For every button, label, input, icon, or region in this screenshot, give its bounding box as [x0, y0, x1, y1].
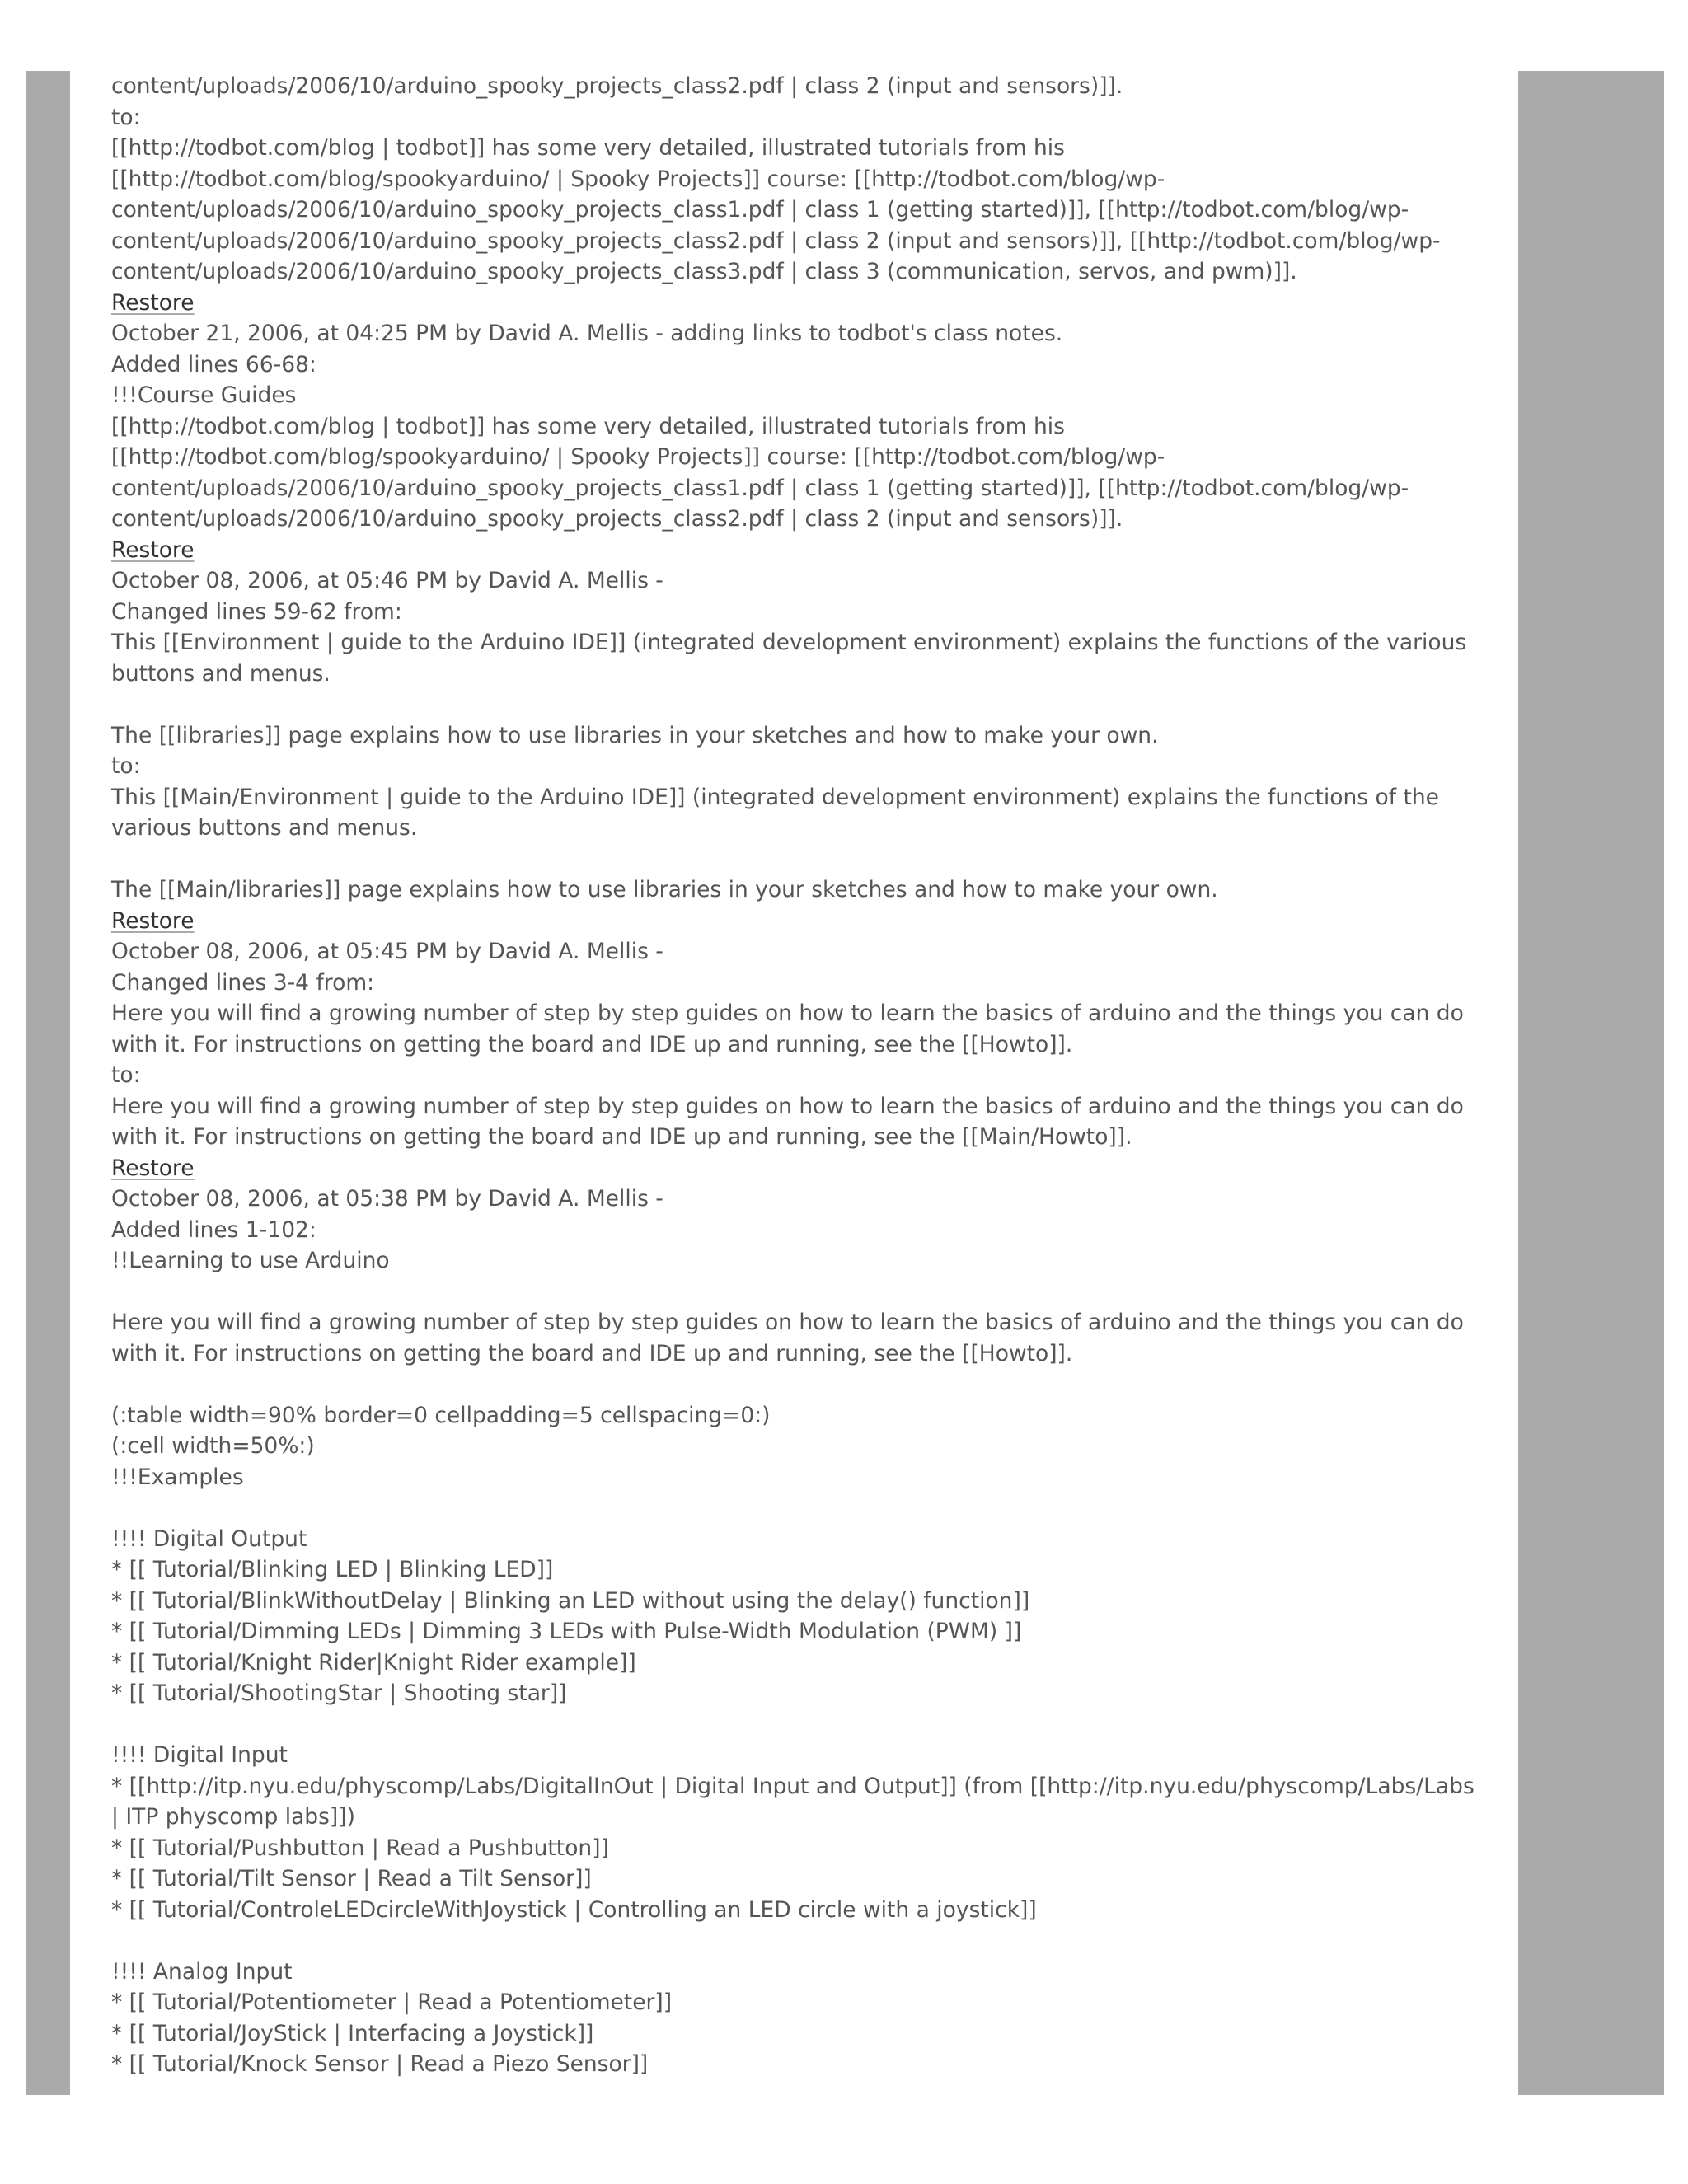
restore-line — [111, 288, 1488, 319]
text-line: * [[ Tutorial/Pushbutton | Read a Pushbutton]] — [111, 1835, 609, 1861]
restore-link[interactable]: Restore — [111, 907, 195, 934]
page-history-content — [111, 71, 1488, 2080]
text-line: content/uploads/2006/10/arduino_spooky_projects_class2.pdf | class 2 (input and sensors)]]. — [111, 506, 1123, 532]
text-line: content/uploads/2006/10/arduino_spooky_projects_class1.pdf | class 1 (getting started)]], [[http://todbot.com/blog/wp- — [111, 475, 1409, 501]
text-line: content/uploads/2006/10/arduino_spooky_projects_class3.pdf | class 3 (communication, servos, and pwm)]]. — [111, 259, 1297, 284]
text-line: October 21, 2006, at 04:25 PM by David A. Mellis - adding links to todbot's class notes. — [111, 321, 1063, 346]
text-line: * [[ Tutorial/BlinkWithoutDelay | Blinking an LED without using the delay() function]] — [111, 1587, 1030, 1614]
restore-line — [111, 1153, 1488, 1184]
text-line: to: — [111, 104, 141, 130]
text-line: !!!Examples — [111, 1464, 244, 1490]
text-line: [[http://todbot.com/blog | todbot]] has some very detailed, illustrated tutorials from his — [111, 413, 1065, 439]
text-line: with it. For instructions on getting the board and IDE up and running, see the [[Howto]]. — [111, 1340, 1073, 1366]
text-line: The [[libraries]] page explains how to use libraries in your sketches and how to make your own. — [111, 722, 1159, 748]
text-line: Changed lines 59-62 from: — [111, 598, 402, 625]
restore-link[interactable]: Restore — [111, 537, 195, 563]
text-line: * [[ Tutorial/Knock Sensor | Read a Piezo Sensor]] — [111, 2051, 649, 2077]
text-line: October 08, 2006, at 05:46 PM by David A. Mellis - — [111, 568, 663, 593]
blank-line — [111, 844, 1488, 875]
text-line: | ITP physcomp labs]]) — [111, 1804, 355, 1830]
text-line: * [[ Tutorial/Potentiometer | Read a Potentiometer]] — [111, 1990, 673, 2015]
text-line: The [[Main/libraries]] page explains how to use libraries in your sketches and how to make your own. — [111, 877, 1218, 902]
blank-line — [111, 1709, 1488, 1741]
text-line: content/uploads/2006/10/arduino_spooky_projects_class2.pdf | class 2 (input and sensors)]], [[http://todbot.com/blog/wp- — [111, 227, 1441, 254]
text-line: * [[ Tutorial/ShootingStar | Shooting star]] — [111, 1680, 567, 1706]
text-line: Here you will find a growing number of step by step guides on how to learn the basics of arduino and the things you can do — [111, 1310, 1464, 1335]
text-line: buttons and menus. — [111, 660, 331, 687]
text-line: * [[ Tutorial/Blinking LED | Blinking LED]] — [111, 1557, 554, 1582]
text-line: [[http://todbot.com/blog/spookyarduino/ | Spooky Projects]] course: [[http://todbot.com/blog/wp- — [111, 444, 1165, 470]
text-line: * [[ Tutorial/ControleLEDcircleWithJoystick | Controlling an LED circle with a joystick]] — [111, 1896, 1037, 1923]
text-line: (:cell width=50%:) — [111, 1433, 315, 1459]
text-line: (:table width=90% border=0 cellpadding=5 cellspacing=0:) — [111, 1402, 771, 1428]
text-line: [[http://todbot.com/blog/spookyarduino/ | Spooky Projects]] course: [[http://todbot.com/blog/wp- — [111, 166, 1165, 192]
blank-line — [111, 1369, 1488, 1400]
blank-line — [111, 689, 1488, 720]
text-line: * [[ Tutorial/Tilt Sensor | Read a Tilt Sensor]] — [111, 1866, 592, 1891]
restore-line — [111, 535, 1488, 566]
text-line: Changed lines 3-4 from: — [111, 969, 375, 996]
text-line: [[http://todbot.com/blog | todbot]] has some very detailed, illustrated tutorials from his — [111, 135, 1065, 161]
text-line: to: — [111, 1062, 141, 1088]
left-sidebar-bar — [26, 71, 70, 2095]
restore-link[interactable]: Restore — [111, 1155, 195, 1181]
blank-line — [111, 1925, 1488, 1957]
text-line: with it. For instructions on getting the board and IDE up and running, see the [[Main/Howto]]. — [111, 1124, 1132, 1150]
text-line: !!!! Digital Input — [111, 1742, 288, 1768]
restore-line — [111, 906, 1488, 937]
text-line: * [[ Tutorial/Dimming LEDs | Dimming 3 LEDs with Pulse-Width Modulation (PWM) ]] — [111, 1619, 1022, 1644]
text-line: Here you will find a growing number of step by step guides on how to learn the basics of arduino and the things you can do — [111, 1001, 1464, 1026]
text-line: This [[Main/Environment | guide to the Arduino IDE]] (integrated development environment) explains the functions of the — [111, 784, 1439, 810]
text-line: content/uploads/2006/10/arduino_spooky_projects_class1.pdf | class 1 (getting started)]], [[http://todbot.com/blog/wp- — [111, 197, 1409, 223]
text-line: to: — [111, 753, 141, 779]
blank-line — [111, 1277, 1488, 1308]
blank-line — [111, 1493, 1488, 1524]
text-line: !!Learning to use Arduino — [111, 1248, 390, 1273]
text-line: * [[http://itp.nyu.edu/physcomp/Labs/DigitalInOut | Digital Input and Output]] (from [[http://itp.nyu.edu/physcomp/Labs/Labs — [111, 1773, 1475, 1799]
text-line: content/uploads/2006/10/arduino_spooky_projects_class2.pdf | class 2 (input and sensors)]]. — [111, 73, 1123, 99]
text-line: * [[ Tutorial/Knight Rider|Knight Rider example]] — [111, 1649, 636, 1675]
text-line: * [[ Tutorial/JoyStick | Interfacing a Joystick]] — [111, 2020, 594, 2046]
text-line: October 08, 2006, at 05:45 PM by David A. Mellis - — [111, 939, 663, 964]
text-line: October 08, 2006, at 05:38 PM by David A. Mellis - — [111, 1186, 663, 1212]
text-line: !!!! Analog Input — [111, 1958, 293, 1985]
right-sidebar-bar — [1518, 71, 1664, 2095]
text-line: This [[Environment | guide to the Arduino IDE]] (integrated development environment) explains the functions of the various — [111, 630, 1467, 655]
text-line: !!!! Digital Output — [111, 1526, 307, 1552]
text-line: Added lines 1-102: — [111, 1216, 316, 1243]
text-line: !!!Course Guides — [111, 382, 297, 408]
text-line: Here you will find a growing number of step by step guides on how to learn the basics of arduino and the things you can do — [111, 1093, 1464, 1119]
restore-link[interactable]: Restore — [111, 289, 195, 316]
text-line: Added lines 66-68: — [111, 351, 316, 377]
text-line: various buttons and menus. — [111, 815, 418, 841]
text-line: with it. For instructions on getting the board and IDE up and running, see the [[Howto]]. — [111, 1031, 1073, 1057]
